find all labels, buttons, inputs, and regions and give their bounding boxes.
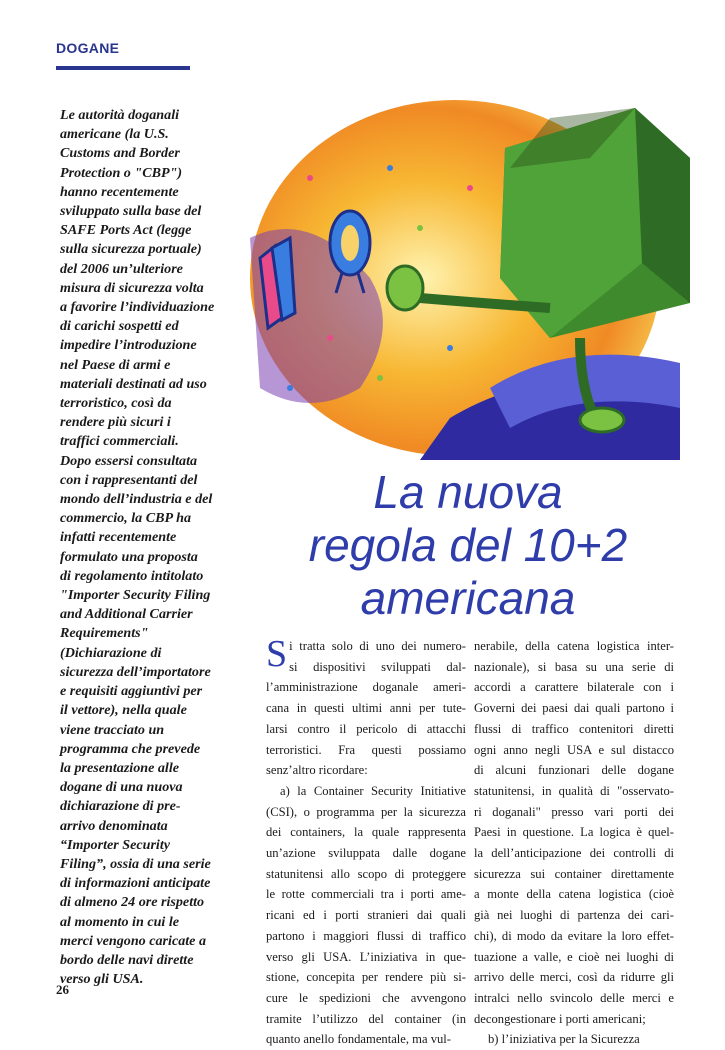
- intro-line: commercio, la CBP ha: [60, 510, 192, 527]
- body-line: verso gli USA. L’iniziativa in que-: [266, 949, 466, 964]
- intro-line: traffici commerciali.: [60, 433, 179, 450]
- intro-line: di carichi sospetti ed: [60, 318, 179, 335]
- intro-line: SAFE Ports Act (legge: [60, 222, 192, 239]
- intro-line: mondo dell’industria e del: [60, 491, 213, 508]
- shoe: [387, 266, 423, 310]
- intro-line: materiali destinati ad uso: [60, 375, 207, 392]
- intro-line: Filing”, ossia di una serie: [60, 855, 211, 872]
- intro-line: “Importer Security: [60, 836, 171, 853]
- body-line: le rotte commerciali tra i porti ame-: [266, 887, 466, 902]
- body-line: ri doganali" presso vari porti dei: [474, 804, 674, 819]
- body-column-2: [474, 636, 674, 1050]
- intro-line: del 2006 un’ulteriore: [60, 260, 183, 277]
- intro-line: formulato una proposta: [60, 548, 198, 565]
- body-line: statunitensi allo scopo di proteggere: [266, 866, 466, 881]
- title-line: La nuova: [373, 466, 563, 518]
- body-line: la dell’anticipazione dei controlli di: [474, 846, 674, 861]
- illustration: [250, 88, 690, 460]
- intro-line: "Importer Security Filing: [60, 587, 211, 604]
- page-number: 26: [56, 982, 69, 997]
- body-line: cure le spedizioni che avvengono: [266, 990, 466, 1005]
- intro-line: la presentazione alle: [60, 759, 180, 776]
- body-line: a monte della catena logistica (cioè: [474, 887, 674, 902]
- intro-line: verso gli USA.: [60, 971, 144, 988]
- body-line: terroristici. Fra questi possiamo: [266, 742, 466, 757]
- intro-line: viene tracciato un: [60, 721, 165, 738]
- body-line: larsi contro il pericolo di attacchi: [266, 721, 466, 736]
- intro-line: di almeno 24 ore rispetto: [60, 894, 205, 911]
- article-title: [258, 466, 678, 625]
- intro-line: hanno recentemente: [60, 183, 179, 200]
- body-line: Governi dei paesi dai quali partono i: [474, 701, 674, 716]
- intro-line: Protection o "CBP"): [60, 164, 183, 181]
- body-line: decongestionare i porti americani;: [474, 1011, 646, 1026]
- intro-line: al momento in cui le: [60, 913, 180, 930]
- body-line: a) la Container Security Initiative: [280, 783, 466, 798]
- body-line: partono i maggiori flussi di traffico: [266, 928, 466, 943]
- intro-line: dogane di una nuova: [60, 779, 183, 796]
- intro-line: rendere più sicuri i: [60, 414, 171, 431]
- intro-line: arrivo denominata: [60, 817, 168, 834]
- intro-line: americane (la U.S.: [60, 126, 169, 143]
- intro-line: Dopo essersi consultata: [60, 452, 198, 469]
- intro-line: infatti recentemente: [60, 529, 177, 546]
- intro-paragraph: [60, 106, 250, 989]
- body-line: dei containers, la quale rappresenta: [266, 825, 466, 840]
- intro-line: misura di sicurezza volta: [60, 279, 204, 296]
- body-line: flussi di traffico contenitori diretti: [474, 721, 674, 736]
- intro-line: Requirements": [60, 625, 149, 642]
- body-line: accordi a carattere bilaterale con i: [474, 680, 674, 695]
- body-line: un’azione sviluppata dalle dogane: [266, 846, 466, 861]
- intro-line: impedire l’introduzione: [60, 337, 197, 354]
- body-line: senz’altro ricordare:: [266, 763, 368, 778]
- intro-line: (Dichiarazione di: [60, 644, 162, 661]
- body-line: i tratta solo di uno dei numero-: [289, 639, 466, 653]
- intro-line: di regolamento intitolato: [60, 567, 204, 584]
- intro-line: con i rappresentanti del: [60, 471, 198, 488]
- intro-line: and Additional Carrier: [60, 606, 193, 623]
- intro-line: e requisiti aggiuntivi per: [60, 683, 203, 700]
- intro-line: sicurezza dell’importatore: [60, 663, 211, 680]
- body-column-1: [266, 633, 466, 1050]
- body-line: Paesi in questione. La logica è quel-: [474, 825, 674, 840]
- body-line: ricani ed i porti stranieri dai quali: [266, 908, 466, 923]
- intro-line: terroristico, così da: [60, 395, 172, 412]
- body-line: intralci nello svincolo delle merci e: [474, 990, 674, 1005]
- foot: [580, 408, 624, 432]
- body-line: stione, concepita per rendere più si-: [266, 970, 466, 985]
- intro-line: dichiarazione di pre-: [60, 798, 181, 815]
- title-line: regola del 10+2: [308, 519, 628, 571]
- body-line: arrivo delle merci, così da ridurre gli: [474, 970, 674, 985]
- body-line: tramite l’utilizzo del container (in: [266, 1011, 466, 1026]
- intro-line: merci vengono caricate a: [60, 932, 206, 949]
- intro-line: Le autorità doganali: [60, 107, 180, 123]
- body-line: (CSI), o programma per la sicurezza: [266, 804, 466, 819]
- intro-line: di informazioni anticipate: [60, 875, 211, 892]
- body-line: l’amministrazione doganale ameri-: [266, 680, 466, 695]
- body-line: nerabile, della catena logistica inter-: [474, 639, 674, 653]
- intro-line: bordo delle navi dirette: [60, 951, 194, 968]
- intro-line: il vettore), nella quale: [60, 702, 187, 719]
- intro-line: nel Paese di armi e: [60, 356, 171, 373]
- intro-line: sulla sicurezza portuale): [60, 241, 202, 258]
- body-line: già nei luoghi di partenza dei cari-: [474, 908, 674, 923]
- section-rule: [56, 66, 190, 70]
- body-line: cana in questi ultimi anni per tute-: [266, 701, 466, 716]
- intro-line: a favorire l’individuazione: [60, 299, 215, 316]
- intro-line: Customs and Border: [60, 145, 180, 162]
- body-line: si dispositivi sviluppati dal-: [289, 659, 466, 674]
- intro-line: programma che prevede: [60, 740, 201, 757]
- body-line: tuazione a valle, e cioè nei luoghi di: [474, 949, 674, 964]
- body-line: nazionale), si basa su una serie di: [474, 659, 674, 674]
- title-line: americana: [360, 572, 576, 624]
- intro-line: sviluppato sulla base del: [60, 203, 202, 220]
- body-line: ogni anno negli USA e sul distacco: [474, 742, 674, 757]
- body-line: sicurezza sui container direttamente: [474, 866, 674, 881]
- section-label: DOGANE: [56, 40, 120, 56]
- body-line: quanto anello fondamentale, ma vul-: [266, 1032, 451, 1047]
- body-line: chi), di modo da evitare la loro effet-: [474, 928, 674, 943]
- body-line: di alcuni funzionari delle dogane: [474, 763, 674, 778]
- drop-cap: S: [266, 633, 288, 675]
- body-line: statunitensi, in qualità di "osservato-: [474, 783, 674, 798]
- body-line: b) l’iniziativa per la Sicurezza: [488, 1032, 640, 1047]
